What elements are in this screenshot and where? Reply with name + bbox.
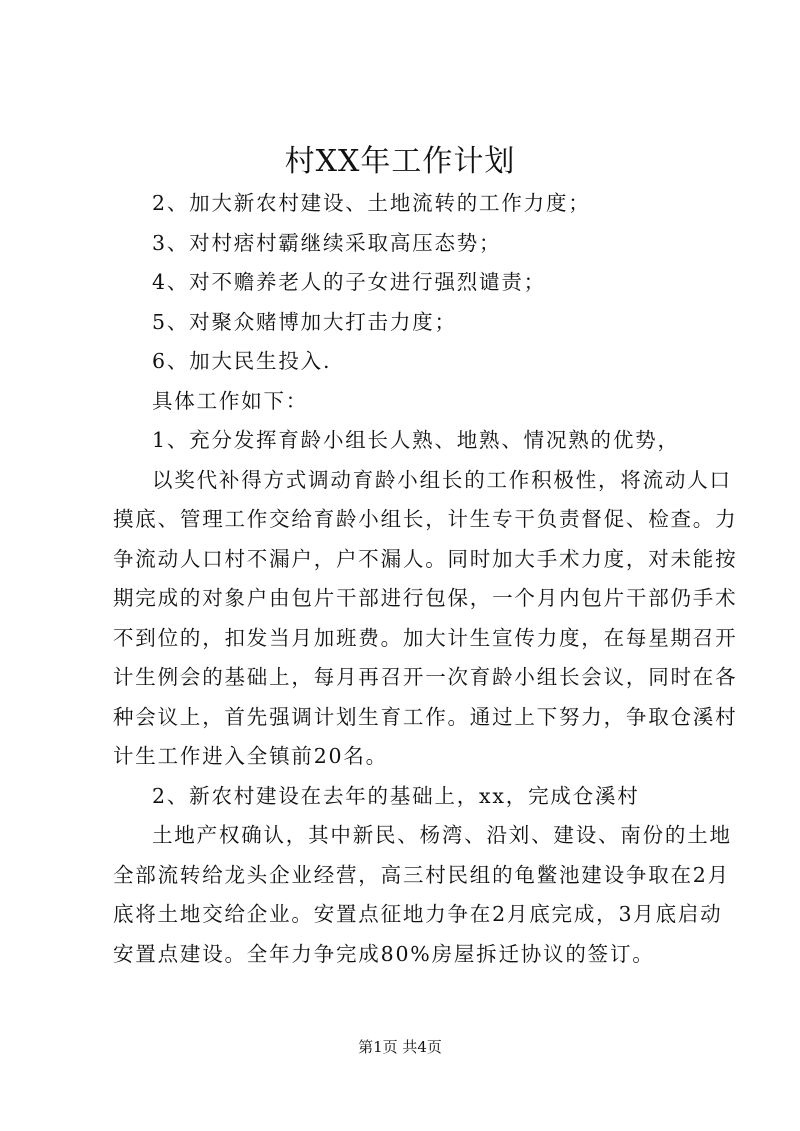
body-line-20: 安置点建设。全年力争完成80%房屋拆迁协议的签订。 (113, 941, 655, 966)
body-line-9: 摸底、管理工作交给育龄小组长，计生专干负责督促、检查。力 (113, 507, 738, 531)
body-line-3: 4、对不赡养老人的子女进行强烈谴责； (152, 270, 546, 294)
body-line-11: 期完成的对象户由包片干部进行包保，一个月内包片干部仍手术 (113, 586, 738, 610)
body-line-5: 6、加大民生投入. (152, 349, 332, 373)
body-line-17: 土地产权确认，其中新民、杨湾、沿刘、建设、南份的土地 (152, 823, 732, 847)
body-line-18: 全部流转给龙头企业经营，高三村民组的龟鳖池建设争取在2月 (113, 862, 730, 887)
document-title: 村XX年工作计划 (284, 144, 516, 179)
page-number-footer: 第1页 共4页 (358, 1038, 442, 1056)
body-line-16: 2、新农村建设在去年的基础上，xx，完成仓溪村 (152, 783, 640, 808)
body-line-4: 5、对聚众赌博加大打击力度； (152, 309, 457, 334)
document-body (113, 184, 738, 974)
body-line-15: 计生工作进入全镇前20名。 (113, 744, 388, 768)
body-line-8: 以奖代补得方式调动育龄小组长的工作积极性，将流动人口 (152, 467, 732, 492)
body-line-12: 不到位的，扣发当月加班费。加大计生宣传力度，在每星期召开 (113, 625, 738, 650)
body-line-13: 计生例会的基础上，每月再召开一次育龄小组长会议，同时在各 (113, 665, 738, 689)
body-line-10: 争流动人口村不漏户，户不漏人。同时加大手术力度，对未能按 (113, 546, 738, 571)
body-line-14: 种会议上，首先强调计划生育工作。通过上下努力，争取仓溪村 (113, 704, 738, 729)
body-line-6: 具体工作如下： (152, 388, 309, 413)
body-line-2: 3、对村痞村霸继续采取高压态势； (152, 230, 502, 255)
body-line-7: 1、充分发挥育龄小组长人熟、地熟、情况熟的优势， (152, 428, 680, 452)
body-line-19: 底将土地交给企业。安置点征地力争在2月底完成，3月底启动 (113, 902, 723, 926)
body-line-1: 2、加大新农村建设、土地流转的工作力度； (152, 191, 591, 215)
